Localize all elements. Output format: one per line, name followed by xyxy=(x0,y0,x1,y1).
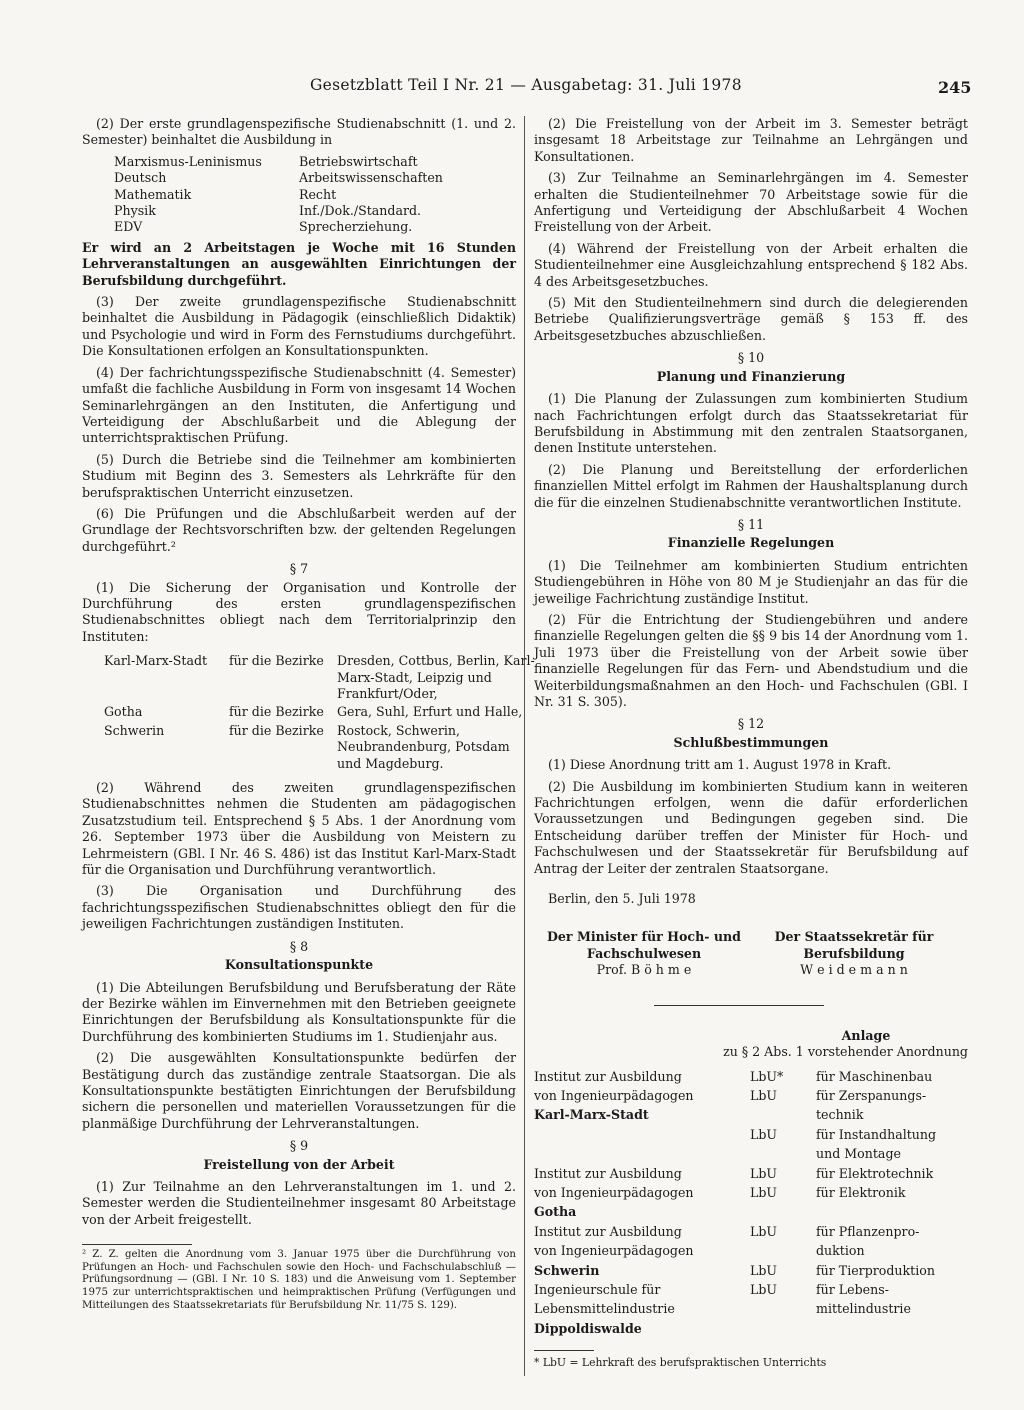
section-number: § 9 xyxy=(289,1138,309,1154)
paragraph: (1) Die Abteilungen Berufsbildung und Berufsberatung der Räte der Bezirke wählen im Einvernehmen mit den Betrieben geeignete Einrichtungen der Berufsbildung als Konsultationspunkte für die Durchführung des kombinierten Studiums im 1. Studienjahr aus. xyxy=(82,979,516,1044)
section-heading: Planung und Finanzierung xyxy=(656,368,846,384)
institute-cell: LbU xyxy=(750,1126,778,1142)
territory-cell: Schwerin xyxy=(104,722,165,738)
subject-list xyxy=(114,154,516,236)
left-column xyxy=(82,116,535,1312)
territory-cell: Gotha xyxy=(104,704,143,720)
institute-cell: mittelindustrie xyxy=(816,1301,911,1317)
subject-item: EDV xyxy=(114,219,143,235)
institute-cell: für Lebens- xyxy=(816,1281,889,1297)
subject-item: Sprecherziehung. xyxy=(299,219,413,235)
subject-item: Betriebswirtschaft xyxy=(299,153,418,169)
institute-table xyxy=(534,1069,968,1341)
paragraph: (1) Diese Anordnung tritt am 1. August 1978 in Kraft. xyxy=(548,757,892,773)
paragraph: Er wird an 2 Arbeitstagen je Woche mit 16 Stunden Lehrveranstaltungen an ausgewählten Einrichtungen der Berufsbildung durchgeführt. xyxy=(82,239,516,288)
institute-cell: Institut zur Ausbildung xyxy=(534,1165,682,1181)
note-rule xyxy=(534,1350,594,1351)
institute-cell: Institut zur Ausbildung xyxy=(534,1223,682,1239)
territory-cell: für die Bezirke xyxy=(229,653,324,669)
institute-cell: für Maschinenbau xyxy=(816,1068,933,1084)
territory-cell: Gera, Suhl, Erfurt und Halle, xyxy=(337,704,523,720)
institute-cell: für Pflanzenpro- xyxy=(816,1223,920,1239)
territory-cell: Dresden, Cottbus, Berlin, Karl-Marx-Stadt, Leipzig und Frankfurt/Oder, xyxy=(337,653,535,701)
section-number: § 11 xyxy=(737,516,765,532)
institute-cell: von Ingenieurpädagogen xyxy=(534,1243,694,1259)
paragraph: (1) Die Teilnehmer am kombinierten Studium entrichten Studiengebühren in Höhe von 80 M je Studienjahr an das für die jeweilige Fachrichtung zuständige Institut. xyxy=(534,557,968,606)
institute-cell xyxy=(816,1204,966,1220)
paragraph: (4) Der fachrichtungsspezifische Studienabschnitt (4. Semester) umfaßt die fachliche Ausbildung in Form von insgesamt 14 Wochen Seminarlehrgängen an den Instituten, die Anfertigung und Verteidigung der Abschlußarbeit und die Ablegung der unterrichtspraktischen Prüfung. xyxy=(82,364,516,446)
institute-cell xyxy=(750,1243,816,1259)
institute-cell: LbU xyxy=(750,1087,778,1103)
footnote-rule xyxy=(82,1244,192,1245)
institute-cell: für Tierproduktion xyxy=(816,1262,935,1278)
paragraph: (1) Zur Teilnahme an den Lehrveranstaltungen im 1. und 2. Semester werden die Studienteilnehmer insgesamt 80 Arbeitstage von der Arbeit freigestellt. xyxy=(82,1178,516,1227)
section-divider xyxy=(654,1005,824,1006)
institute-cell: Schwerin xyxy=(534,1262,600,1278)
paragraph: (4) Während der Freistellung von der Arbeit erhalten die Studienteilnehmer eine Ausgleichzahlung entsprechend § 182 Abs. 4 des Arbeitsgesetzbuches. xyxy=(534,240,968,289)
territory-table xyxy=(104,653,535,774)
paragraph: (1) Die Planung der Zulassungen zum kombinierten Studium nach Fachrichtungen erfolgt durch das Staatssekretariat für Berufsbildung in Abstimmung mit den zentralen Staatsorganen, denen Institute unterstehen. xyxy=(534,391,968,456)
subject-item: Mathematik xyxy=(114,186,192,202)
appendix-header xyxy=(534,1028,968,1061)
institute-cell: für Elektronik xyxy=(816,1184,906,1200)
paragraph: (2) Während des zweiten grundlagenspezifischen Studienabschnittes nehmen die Studenten am pädagogischen Zusatzstudium teil. Entsprechend § 5 Abs. 1 der Anordnung vom 26. September 1973 über die Ausbildung von Meistern zu Lehrmeistern (GBl. I Nr. 46 S. 486) ist das Institut Karl-Marx-Stadt für die Organisation und Durchführung verantwortlich. xyxy=(82,780,516,878)
paragraph: (2) Die Freistellung von der Arbeit im 3. Semester beträgt insgesamt 18 Arbeitstage zur Teilnahme an Lehrgängen und Konsultationen. xyxy=(534,116,968,164)
institute-cell: LbU xyxy=(750,1184,778,1200)
institute-cell xyxy=(816,1321,966,1337)
section-heading: Schlußbestimmungen xyxy=(673,734,829,750)
institute-cell: für Elektrotechnik xyxy=(816,1165,934,1181)
signing-date: Berlin, den 5. Juli 1978 xyxy=(548,891,696,907)
institute-cell: für Instandhaltung xyxy=(816,1126,937,1142)
header-title: Gesetzblatt Teil I Nr. 21 — Ausgabetag: 31. Juli 1978 xyxy=(310,76,742,94)
page-header xyxy=(0,76,1024,102)
institute-cell: von Ingenieurpädagogen xyxy=(534,1184,694,1200)
subject-item: Marxismus-Leninismus xyxy=(114,153,262,169)
paragraph: (2) Die Planung und Bereitstellung der erforderlichen finanziellen Mittel erfolgt im Rahmen der Haushaltsplanung durch die für die einzelnen Studienabschnitte verantwortlichen Institute. xyxy=(534,461,968,510)
section-heading: Finanzielle Regelungen xyxy=(667,535,835,551)
footnote: ² Z. Z. gelten die Anordnung vom 3. Januar 1975 über die Durchführung von Prüfungen an Hoch- und Fachschulen sowie den Hoch- und Fachschulabschluß — Prüfungsordnung — (GBl. I Nr. 10 S. 183) und die Anweisung vom 1. September 1975 zur unterrichtspraktischen und heimpraktischen Prüfung (Verfügungen und Mitteilungen des Staatssekretariats für Berufsbildung Nr. 11/75 S. 129). xyxy=(82,1249,516,1311)
institute-cell xyxy=(750,1146,816,1162)
institute-cell: und Montage xyxy=(816,1146,901,1162)
institute-cell: für Zerspanungs- xyxy=(816,1087,927,1103)
right-column xyxy=(534,116,968,1372)
institute-cell: LbU xyxy=(750,1281,778,1297)
institute-cell: LbU xyxy=(750,1223,778,1239)
institute-cell: LbU xyxy=(750,1262,778,1278)
paragraph: (2) Der erste grundlagenspezifische Studienabschnitt (1. und 2. Semester) beinhaltet die Ausbildung in xyxy=(82,116,516,148)
subject-item: Recht xyxy=(299,186,337,202)
section-heading: Konsultationspunkte xyxy=(224,957,374,973)
signatory-role: Der Minister für Hoch- und Fachschulwesen xyxy=(546,929,741,961)
signature-minister xyxy=(534,929,754,978)
institute-cell: Lebensmittelindustrie xyxy=(534,1301,675,1317)
section-number: § 8 xyxy=(289,938,309,954)
institute-cell: Karl-Marx-Stadt xyxy=(534,1107,649,1123)
paragraph: (1) Die Sicherung der Organisation und Kontrolle der Durchführung des ersten grundlagenspezifischen Studienabschnittes obliegt nach dem Territorialprinzip den Instituten: xyxy=(82,579,516,644)
appendix-title: Anlage xyxy=(841,1027,891,1043)
institute-cell: von Ingenieurpädagogen xyxy=(534,1087,694,1103)
institute-cell: Gotha xyxy=(534,1204,577,1220)
page-number: 245 xyxy=(938,78,972,97)
paragraph: (5) Durch die Betriebe sind die Teilnehmer am kombinierten Studium mit Beginn des 3. Semesters als Lehrkräfte für den berufspraktischen Unterricht einzusetzen. xyxy=(82,451,516,500)
institute-cell: technik xyxy=(816,1107,864,1123)
institute-cell xyxy=(534,1146,750,1162)
appendix-subtitle: zu § 2 Abs. 1 vorstehender Anordnung xyxy=(723,1044,968,1060)
institute-cell xyxy=(750,1107,816,1123)
institute-cell: Institut zur Ausbildung xyxy=(534,1068,682,1084)
section-number: § 12 xyxy=(737,716,765,732)
section-number: § 10 xyxy=(737,350,765,366)
territory-cell: Rostock, Schwerin, Neubrandenburg, Potsdam und Magdeburg. xyxy=(337,722,510,771)
signatory-name: W e i d e m a n n xyxy=(800,962,908,978)
paragraph: (3) Zur Teilnahme an Seminarlehrgängen im 4. Semester erhalten die Studienteilnehmer 70 Arbeitstage sowie für die Anfertigung und Verteidigung der Abschlußarbeit 4 Wochen Freistellung von der Arbeit. xyxy=(534,170,968,235)
territory-cell: für die Bezirke xyxy=(229,704,324,720)
territory-cell: Karl-Marx-Stadt xyxy=(104,653,208,669)
paragraph: (2) Die ausgewählten Konsultationspunkte bedürfen der Bestätigung durch das zuständige zentrale Staatsorgan. Die als Konsultationspunkte bestätigten Einrichtungen der Berufsbildung sichern die personellen und materiellen Voraussetzungen für die planmäßige Durchführung der Lehrveranstaltungen. xyxy=(82,1050,516,1131)
paragraph: (2) Die Ausbildung im kombinierten Studium kann in weiteren Fachrichtungen erfolgen, wenn die dafür erforderlichen Voraussetzungen und Bedingungen gegeben sind. Die Entscheidung darüber treffen der Minister für Hoch- und Fachschulwesen und der Staatssekretär für Berufsbildung auf Antrag der Leiter der zentralen Staatsorgane. xyxy=(534,778,968,876)
institute-cell xyxy=(750,1204,816,1220)
institute-cell: LbU xyxy=(750,1165,778,1181)
institute-cell: duktion xyxy=(816,1243,865,1259)
institute-cell: Ingenieurschule für xyxy=(534,1281,661,1297)
section-heading: Freistellung von der Arbeit xyxy=(203,1156,395,1172)
institute-cell xyxy=(750,1301,816,1317)
paragraph: (3) Der zweite grundlagenspezifische Studienabschnitt beinhaltet die Ausbildung in Pädagogik (einschließlich Didaktik) und Psychologie und wird in Form des Fernstudiums durchgeführt. Die Konsultationen erfolgen an Konsultationspunkten. xyxy=(82,294,516,359)
signature-block xyxy=(534,929,968,978)
institute-cell: Dippoldiswalde xyxy=(534,1320,642,1336)
institute-cell xyxy=(534,1127,750,1143)
institute-cell xyxy=(750,1321,816,1337)
paragraph: (3) Die Organisation und Durchführung des fachrichtungsspezifischen Studienabschnittes obliegt den für die jeweiligen Fachrichtungen zuständigen Instituten. xyxy=(82,883,516,932)
signatory-name: Prof. B ö h m e xyxy=(596,962,692,978)
subject-item: Arbeitswissenschaften xyxy=(299,170,443,186)
paragraph: (6) Die Prüfungen und die Abschlußarbeit werden auf der Grundlage der Rechtsvorschriften bzw. der geltenden Regelungen durchgeführt.² xyxy=(82,505,516,554)
signatory-role: Der Staatssekretär für Berufsbildung xyxy=(774,929,934,961)
subject-item: Deutsch xyxy=(114,170,167,186)
paragraph: (5) Mit den Studienteilnehmern sind durch die delegierenden Betriebe Qualifizierungsverträge gemäß § 153 ff. des Arbeitsgesetzbuches abzuschließen. xyxy=(534,295,968,343)
subject-item: Inf./Dok./Standard. xyxy=(299,203,422,219)
section-number: § 7 xyxy=(289,561,309,577)
abbreviation-note: * LbU = Lehrkraft des berufspraktischen Unterrichts xyxy=(534,1356,827,1370)
paragraph: (2) Für die Entrichtung der Studiengebühren und andere finanzielle Regelungen gelten die §§ 9 bis 14 der Anordnung vom 1. Juli 1973 über die Freistellung von der Arbeit sowie über finanzielle Regelungen für das Fern- und Abendstudium und die Weiterbildungsmaßnahmen an den Hoch- und Fachschulen (GBl. I Nr. 31 S. 305). xyxy=(534,611,968,709)
institute-cell: LbU* xyxy=(750,1068,784,1084)
signature-secretary xyxy=(754,929,954,978)
subject-item: Physik xyxy=(114,203,156,219)
territory-cell: für die Bezirke xyxy=(229,722,324,738)
